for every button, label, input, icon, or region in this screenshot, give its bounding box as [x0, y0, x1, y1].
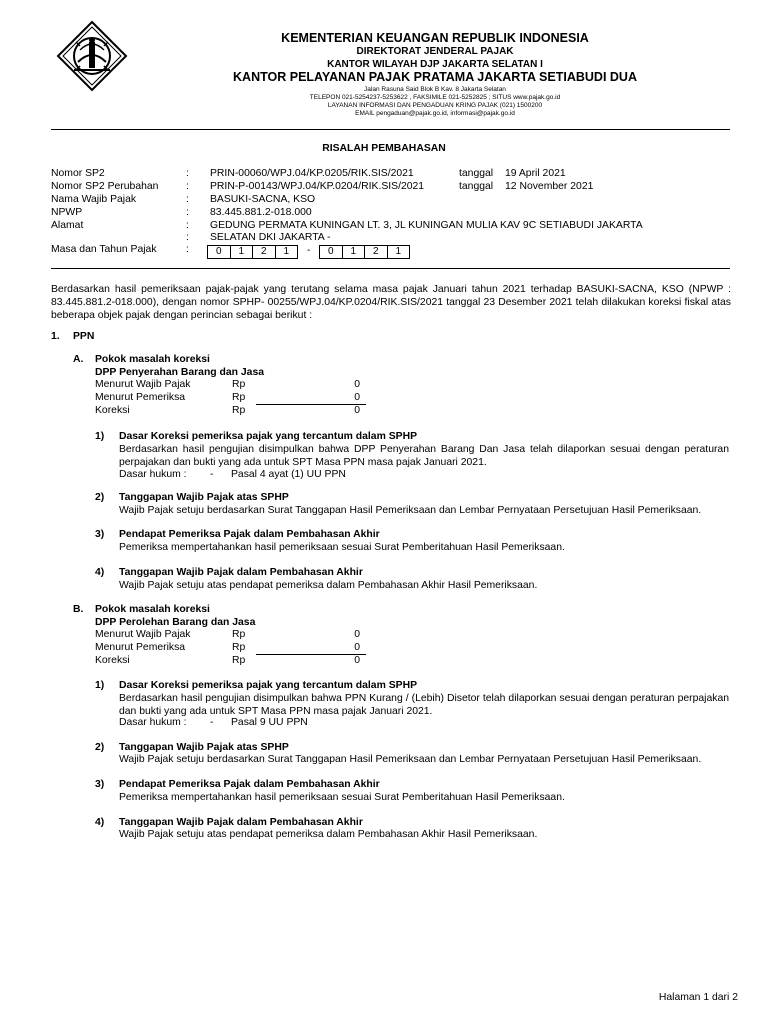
meta-value: PRIN-00060/WPJ.04/KP.0205/RIK.SIS/2021	[210, 168, 414, 179]
amount-currency: Rp	[232, 655, 246, 666]
meta-label: NPWP	[51, 207, 83, 218]
item-text: Wajib Pajak setuju berdasarkan Surat Tanggapan Hasil Pemeriksaan dan Lembar Pernyataan Persetujuan Hasil Pemeriksaan.	[119, 754, 702, 765]
masa-digit: 1	[395, 246, 402, 257]
item-number: 3)	[95, 529, 105, 540]
section-title: PPN	[73, 331, 95, 342]
item-text: Berdasarkan hasil pengujian disimpulkan bahwa PPN Kurang / (Lebih) Disetor telah dilaporkan sesuai dengan peraturan perpajakan dan bukti yang ada untuk SPT Masa PPN masa pajak Januari 2021.	[119, 693, 729, 717]
amount-currency: Rp	[232, 405, 246, 416]
masa-digit: 2	[365, 246, 388, 258]
masa-start-box	[207, 245, 298, 259]
meta-colon: :	[186, 194, 189, 205]
meta-label: Masa dan Tahun Pajak	[51, 244, 157, 255]
intro-paragraph: Berdasarkan hasil pemeriksaan pajak-pajak yang terutang selama masa pajak Januari tahun 2021 terhadap BASUKI-SACNA, KSO (NPWP : 83.445.881.2-018.000), dengan nomor SPHP- 00255/WPJ.04/KP.0204/RIK.SIS/2021 tanggal 23 Desember 2021 telah dilakukan koreksi fiskal atas beberapa objek pajak dengan perincian sebagai berikut :	[51, 284, 731, 321]
masa-digit: 0	[208, 246, 231, 258]
legal-basis: Pasal 9 UU PPN	[231, 717, 308, 728]
subsection-title: Pokok masalah koreksi	[95, 354, 210, 365]
item-number: 2)	[95, 492, 105, 503]
header-ministry: KEMENTERIAN KEUANGAN REPUBLIK INDONESIA	[281, 31, 589, 45]
item-text: Wajib Pajak setuju atas pendapat pemeriksa dalam Pembahasan Akhir Hasil Pemeriksaan.	[119, 580, 538, 591]
meta-colon: :	[186, 207, 189, 218]
subsection-letter: B.	[73, 604, 84, 615]
meta-value: PRIN-P-00143/WPJ.04/KP.0204/RIK.SIS/2021	[210, 181, 425, 192]
header-divider	[51, 129, 730, 130]
masa-digit: 1	[343, 246, 366, 258]
item-number: 4)	[95, 817, 105, 828]
meta-colon: :	[186, 168, 189, 179]
document-title: RISALAH PEMBAHASAN	[322, 143, 446, 154]
meta-value: 83.445.881.2-018.000	[210, 207, 312, 218]
amount-currency: Rp	[232, 642, 246, 653]
ministry-logo	[56, 20, 128, 92]
meta-value: SELATAN DKI JAKARTA -	[210, 232, 331, 243]
amount-label: Koreksi	[95, 405, 130, 416]
header-service: LAYANAN INFORMASI DAN PENGADUAN KRING PAJAK (021) 1500200	[327, 102, 543, 109]
subsection-subtitle: DPP Penyerahan Barang dan Jasa	[95, 367, 265, 378]
header-tax-office: KANTOR PELAYANAN PAJAK PRATAMA JAKARTA SETIABUDI DUA	[233, 70, 637, 84]
amount-label: Menurut Pemeriksa	[95, 642, 186, 653]
meta-label: Nomor SP2	[51, 168, 105, 179]
item-title: Pendapat Pemeriksa Pajak dalam Pembahasan Akhir	[119, 529, 380, 540]
masa-end-box	[319, 245, 410, 259]
item-text: Pemeriksa mempertahankan hasil pemeriksaan sesuai Surat Pemberitahuan Hasil Pemeriksaan.	[119, 542, 565, 553]
amount-value: 0	[354, 629, 360, 640]
item-number: 4)	[95, 567, 105, 578]
header-address: Jalan Rasuna Said Blok B Kav. 8 Jakarta Selatan	[364, 86, 506, 93]
masa-dash: -	[307, 245, 311, 256]
meta-date-label: tanggal	[459, 181, 494, 192]
item-title: Tanggapan Wajib Pajak dalam Pembahasan Akhir	[119, 567, 363, 578]
meta-value: GEDUNG PERMATA KUNINGAN LT. 3, JL KUNINGAN MULIA KAV 9C SETIABUDI JAKARTA	[210, 220, 643, 231]
masa-digit: 2	[253, 246, 276, 258]
item-text: Berdasarkan hasil pengujian disimpulkan bahwa DPP Penyerahan Barang Dan Jasa telah dilaporkan sesuai dengan peraturan perpajakan dan bukti yang ada untuk SPT Masa PPN masa pajak Januari 2021.	[119, 444, 729, 468]
subsection-subtitle: DPP Perolehan Barang dan Jasa	[95, 617, 256, 628]
item-title: Tanggapan Wajib Pajak atas SPHP	[119, 742, 289, 753]
page-number: Halaman 1 dari 2	[658, 992, 738, 1003]
amount-currency: Rp	[232, 629, 246, 640]
masa-digit: 1	[231, 246, 254, 258]
amount-value: 0	[354, 379, 360, 390]
header-phone: TELEPON 021-5254237-5253622 , FAKSIMILE 021-5252825 ; SITUS www.pajak.go.id	[309, 94, 561, 101]
amount-currency: Rp	[232, 379, 246, 390]
amount-value: 0	[354, 642, 360, 653]
subsection-letter: A.	[73, 354, 84, 365]
section-number: 1.	[51, 331, 60, 342]
item-text: Wajib Pajak setuju atas pendapat pemeriksa dalam Pembahasan Akhir Hasil Pemeriksaan.	[119, 829, 538, 840]
meta-label: Nama Wajib Pajak	[51, 194, 137, 205]
meta-colon: :	[186, 181, 189, 192]
item-title: Dasar Koreksi pemeriksa pajak yang tercantum dalam SPHP	[119, 431, 418, 442]
legal-basis-label: Dasar hukum :	[119, 717, 187, 728]
header-regional-office: KANTOR WILAYAH DJP JAKARTA SELATAN I	[327, 59, 543, 70]
meta-divider	[51, 268, 730, 269]
meta-date: 12 November 2021	[505, 181, 594, 192]
meta-colon: :	[186, 232, 189, 243]
amount-label: Menurut Wajib Pajak	[95, 379, 191, 390]
meta-value: BASUKI-SACNA, KSO	[210, 194, 316, 205]
legal-basis-dash: -	[210, 717, 214, 728]
amount-value: 0	[354, 655, 360, 666]
header-directorate: DIREKTORAT JENDERAL PAJAK	[356, 46, 514, 57]
amount-value: 0	[354, 392, 360, 403]
meta-colon: :	[186, 220, 189, 231]
masa-digit: 0	[320, 246, 343, 258]
item-title: Pendapat Pemeriksa Pajak dalam Pembahasan Akhir	[119, 779, 380, 790]
item-text: Pemeriksa mempertahankan hasil pemeriksaan sesuai Surat Pemberitahuan Hasil Pemeriksaan.	[119, 792, 565, 803]
masa-digit: 1	[283, 246, 290, 257]
amount-value: 0	[354, 405, 360, 416]
amount-label: Koreksi	[95, 655, 130, 666]
item-text: Wajib Pajak setuju berdasarkan Surat Tanggapan Hasil Pemeriksaan dan Lembar Pernyataan Persetujuan Hasil Pemeriksaan.	[119, 505, 702, 516]
legal-basis: Pasal 4 ayat (1) UU PPN	[231, 469, 346, 480]
subsection-title: Pokok masalah koreksi	[95, 604, 210, 615]
item-title: Tanggapan Wajib Pajak dalam Pembahasan Akhir	[119, 817, 363, 828]
meta-label: Alamat	[51, 220, 84, 231]
amount-currency: Rp	[232, 392, 246, 403]
amount-label: Menurut Pemeriksa	[95, 392, 186, 403]
item-title: Tanggapan Wajib Pajak atas SPHP	[119, 492, 289, 503]
item-number: 3)	[95, 779, 105, 790]
item-number: 1)	[95, 431, 105, 442]
item-number: 2)	[95, 742, 105, 753]
legal-basis-label: Dasar hukum :	[119, 469, 187, 480]
legal-basis-dash: -	[210, 469, 214, 480]
item-title: Dasar Koreksi pemeriksa pajak yang tercantum dalam SPHP	[119, 680, 418, 691]
meta-label: Nomor SP2 Perubahan	[51, 181, 159, 192]
meta-date: 19 April 2021	[505, 168, 566, 179]
meta-date-label: tanggal	[459, 168, 494, 179]
meta-colon: :	[186, 244, 189, 255]
header-email: EMAIL pengaduan@pajak.go.id, informasi@pajak.go.id	[355, 110, 515, 117]
amount-label: Menurut Wajib Pajak	[95, 629, 191, 640]
item-number: 1)	[95, 680, 105, 691]
